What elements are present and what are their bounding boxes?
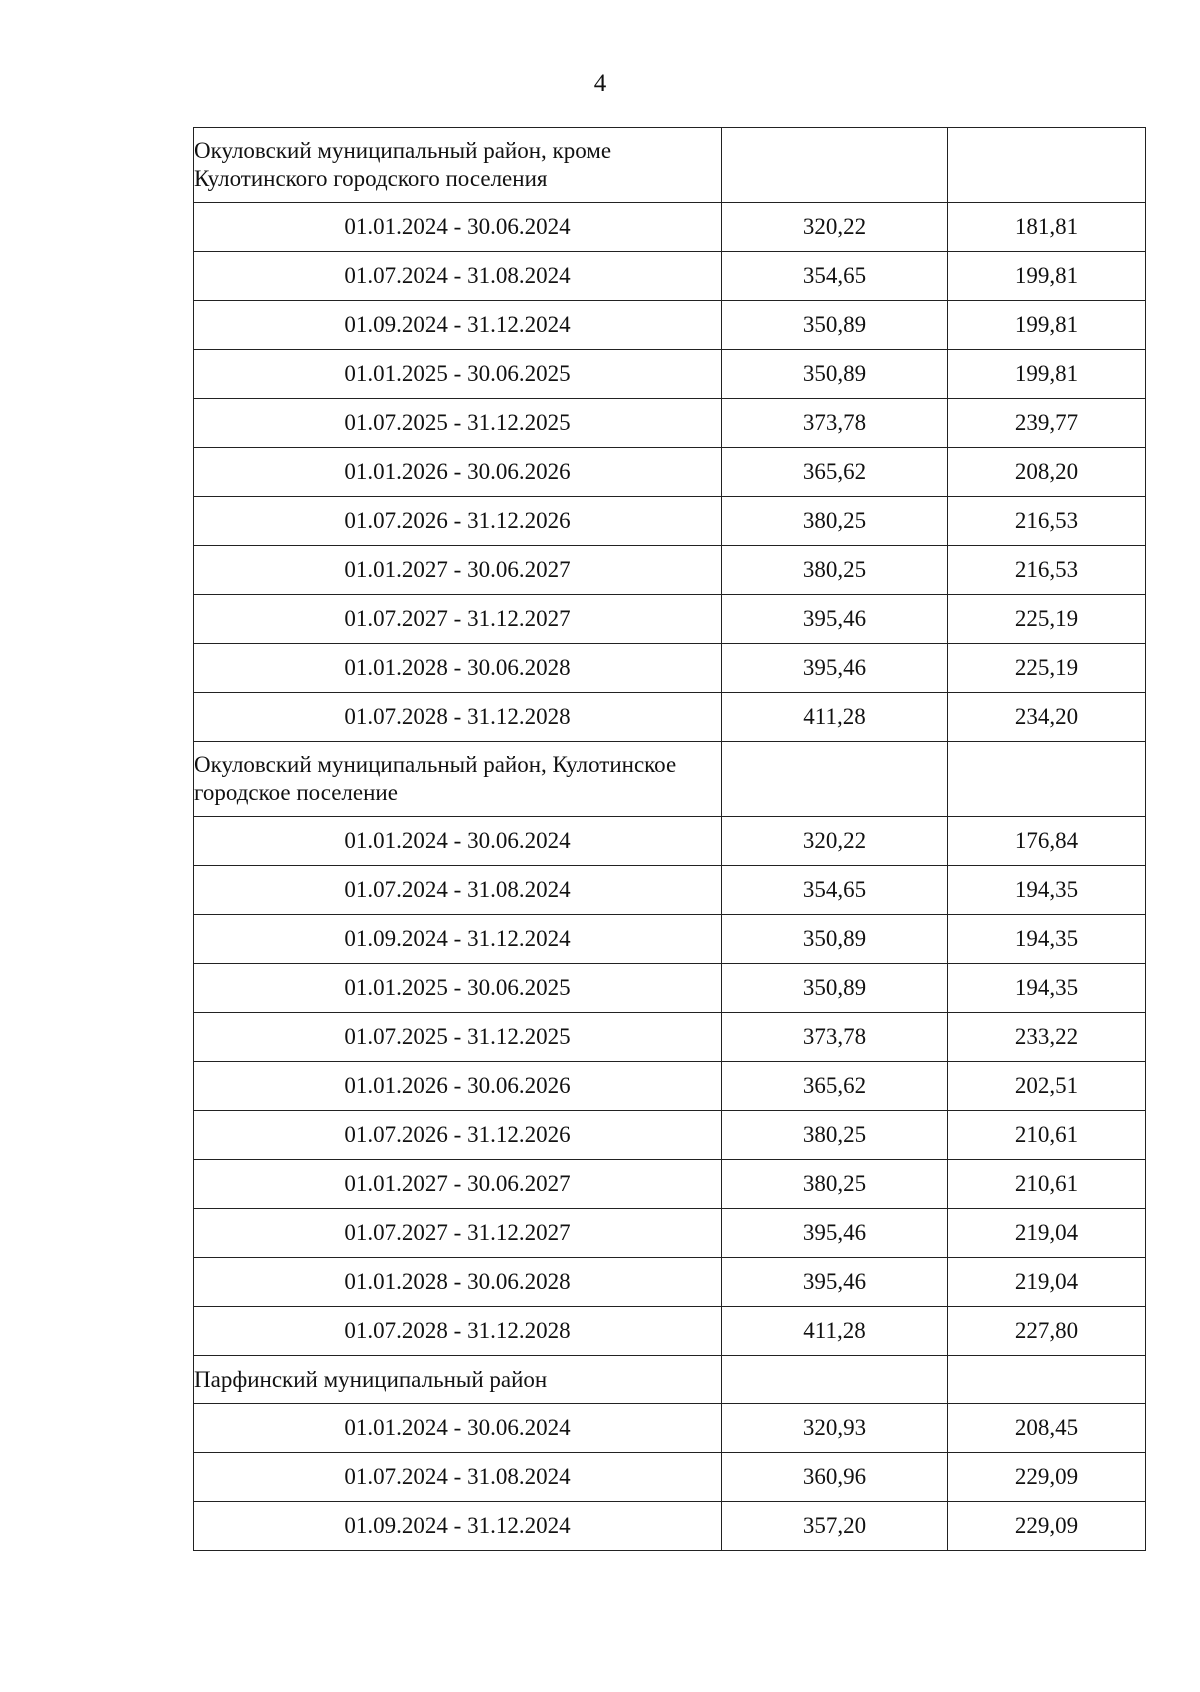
value2-cell: 219,04 bbox=[948, 1258, 1146, 1307]
value1-cell: 350,89 bbox=[722, 301, 948, 350]
period-cell: 01.01.2026 - 30.06.2026 bbox=[194, 1062, 722, 1111]
period-cell: 01.09.2024 - 31.12.2024 bbox=[194, 915, 722, 964]
period-cell: 01.07.2025 - 31.12.2025 bbox=[194, 399, 722, 448]
empty-cell bbox=[722, 128, 948, 203]
value1-cell: 380,25 bbox=[722, 1160, 948, 1209]
value1-cell: 373,78 bbox=[722, 399, 948, 448]
table-row bbox=[194, 497, 1146, 546]
table-row bbox=[194, 817, 1146, 866]
value2-cell: 208,20 bbox=[948, 448, 1146, 497]
period-cell: 01.01.2024 - 30.06.2024 bbox=[194, 1404, 722, 1453]
period-cell: 01.07.2028 - 31.12.2028 bbox=[194, 1307, 722, 1356]
value2-cell: 176,84 bbox=[948, 817, 1146, 866]
period-cell: 01.01.2024 - 30.06.2024 bbox=[194, 203, 722, 252]
group-row bbox=[194, 1356, 1146, 1404]
group-row bbox=[194, 742, 1146, 817]
value1-cell: 365,62 bbox=[722, 1062, 948, 1111]
value1-cell: 350,89 bbox=[722, 350, 948, 399]
table-row bbox=[194, 252, 1146, 301]
period-cell: 01.07.2027 - 31.12.2027 bbox=[194, 595, 722, 644]
table-row bbox=[194, 546, 1146, 595]
period-cell: 01.09.2024 - 31.12.2024 bbox=[194, 301, 722, 350]
table-row bbox=[194, 964, 1146, 1013]
value1-cell: 395,46 bbox=[722, 595, 948, 644]
value1-cell: 380,25 bbox=[722, 1111, 948, 1160]
table-row bbox=[194, 1258, 1146, 1307]
value2-cell: 208,45 bbox=[948, 1404, 1146, 1453]
table-row bbox=[194, 693, 1146, 742]
value2-cell: 194,35 bbox=[948, 866, 1146, 915]
table-row bbox=[194, 399, 1146, 448]
value1-cell: 320,93 bbox=[722, 1404, 948, 1453]
table-row bbox=[194, 595, 1146, 644]
group-row bbox=[194, 128, 1146, 203]
value1-cell: 380,25 bbox=[722, 497, 948, 546]
value2-cell: 227,80 bbox=[948, 1307, 1146, 1356]
value1-cell: 350,89 bbox=[722, 964, 948, 1013]
period-cell: 01.01.2026 - 30.06.2026 bbox=[194, 448, 722, 497]
value1-cell: 350,89 bbox=[722, 915, 948, 964]
page-number: 4 bbox=[593, 70, 607, 97]
value2-cell: 216,53 bbox=[948, 546, 1146, 595]
period-cell: 01.07.2025 - 31.12.2025 bbox=[194, 1013, 722, 1062]
value2-cell: 229,09 bbox=[948, 1453, 1146, 1502]
value1-cell: 373,78 bbox=[722, 1013, 948, 1062]
group-name: Парфинский муниципальный район bbox=[194, 1356, 722, 1404]
value2-cell: 199,81 bbox=[948, 252, 1146, 301]
value1-cell: 395,46 bbox=[722, 1209, 948, 1258]
period-cell: 01.07.2024 - 31.08.2024 bbox=[194, 1453, 722, 1502]
empty-cell bbox=[948, 128, 1146, 203]
period-cell: 01.07.2024 - 31.08.2024 bbox=[194, 866, 722, 915]
value1-cell: 365,62 bbox=[722, 448, 948, 497]
value1-cell: 357,20 bbox=[722, 1502, 948, 1551]
empty-cell bbox=[948, 1356, 1146, 1404]
period-cell: 01.01.2028 - 30.06.2028 bbox=[194, 644, 722, 693]
group-name: Окуловский муниципальный район, кроме Кулотинского городского поселения bbox=[194, 128, 722, 203]
value1-cell: 320,22 bbox=[722, 817, 948, 866]
period-cell: 01.07.2026 - 31.12.2026 bbox=[194, 1111, 722, 1160]
table-row bbox=[194, 1209, 1146, 1258]
table-row bbox=[194, 1062, 1146, 1111]
value2-cell: 234,20 bbox=[948, 693, 1146, 742]
period-cell: 01.07.2028 - 31.12.2028 bbox=[194, 693, 722, 742]
table-row bbox=[194, 203, 1146, 252]
empty-cell bbox=[722, 742, 948, 817]
table-row bbox=[194, 866, 1146, 915]
empty-cell bbox=[722, 1356, 948, 1404]
value2-cell: 239,77 bbox=[948, 399, 1146, 448]
period-cell: 01.01.2027 - 30.06.2027 bbox=[194, 1160, 722, 1209]
value2-cell: 194,35 bbox=[948, 964, 1146, 1013]
period-cell: 01.01.2025 - 30.06.2025 bbox=[194, 350, 722, 399]
value1-cell: 395,46 bbox=[722, 644, 948, 693]
table-row bbox=[194, 448, 1146, 497]
table-row bbox=[194, 301, 1146, 350]
table-row bbox=[194, 1160, 1146, 1209]
table-row bbox=[194, 1307, 1146, 1356]
value1-cell: 380,25 bbox=[722, 546, 948, 595]
value2-cell: 216,53 bbox=[948, 497, 1146, 546]
table-row bbox=[194, 644, 1146, 693]
value2-cell: 225,19 bbox=[948, 644, 1146, 693]
table-row bbox=[194, 915, 1146, 964]
group-name: Окуловский муниципальный район, Кулотинское городское поселение bbox=[194, 742, 722, 817]
value1-cell: 411,28 bbox=[722, 1307, 948, 1356]
value2-cell: 233,22 bbox=[948, 1013, 1146, 1062]
value2-cell: 199,81 bbox=[948, 301, 1146, 350]
value1-cell: 320,22 bbox=[722, 203, 948, 252]
value2-cell: 202,51 bbox=[948, 1062, 1146, 1111]
value2-cell: 225,19 bbox=[948, 595, 1146, 644]
value1-cell: 360,96 bbox=[722, 1453, 948, 1502]
value2-cell: 229,09 bbox=[948, 1502, 1146, 1551]
table-row bbox=[194, 1013, 1146, 1062]
empty-cell bbox=[948, 742, 1146, 817]
table-row bbox=[194, 350, 1146, 399]
table-row bbox=[194, 1111, 1146, 1160]
tariff-table bbox=[193, 127, 1146, 1551]
value2-cell: 219,04 bbox=[948, 1209, 1146, 1258]
table-row bbox=[194, 1453, 1146, 1502]
period-cell: 01.01.2027 - 30.06.2027 bbox=[194, 546, 722, 595]
period-cell: 01.01.2028 - 30.06.2028 bbox=[194, 1258, 722, 1307]
value1-cell: 354,65 bbox=[722, 252, 948, 301]
period-cell: 01.07.2024 - 31.08.2024 bbox=[194, 252, 722, 301]
table-row bbox=[194, 1502, 1146, 1551]
value1-cell: 354,65 bbox=[722, 866, 948, 915]
value2-cell: 181,81 bbox=[948, 203, 1146, 252]
value1-cell: 395,46 bbox=[722, 1258, 948, 1307]
period-cell: 01.01.2025 - 30.06.2025 bbox=[194, 964, 722, 1013]
value2-cell: 210,61 bbox=[948, 1111, 1146, 1160]
value2-cell: 199,81 bbox=[948, 350, 1146, 399]
period-cell: 01.07.2027 - 31.12.2027 bbox=[194, 1209, 722, 1258]
table-row bbox=[194, 1404, 1146, 1453]
value2-cell: 210,61 bbox=[948, 1160, 1146, 1209]
period-cell: 01.07.2026 - 31.12.2026 bbox=[194, 497, 722, 546]
period-cell: 01.09.2024 - 31.12.2024 bbox=[194, 1502, 722, 1551]
value2-cell: 194,35 bbox=[948, 915, 1146, 964]
value1-cell: 411,28 bbox=[722, 693, 948, 742]
period-cell: 01.01.2024 - 30.06.2024 bbox=[194, 817, 722, 866]
